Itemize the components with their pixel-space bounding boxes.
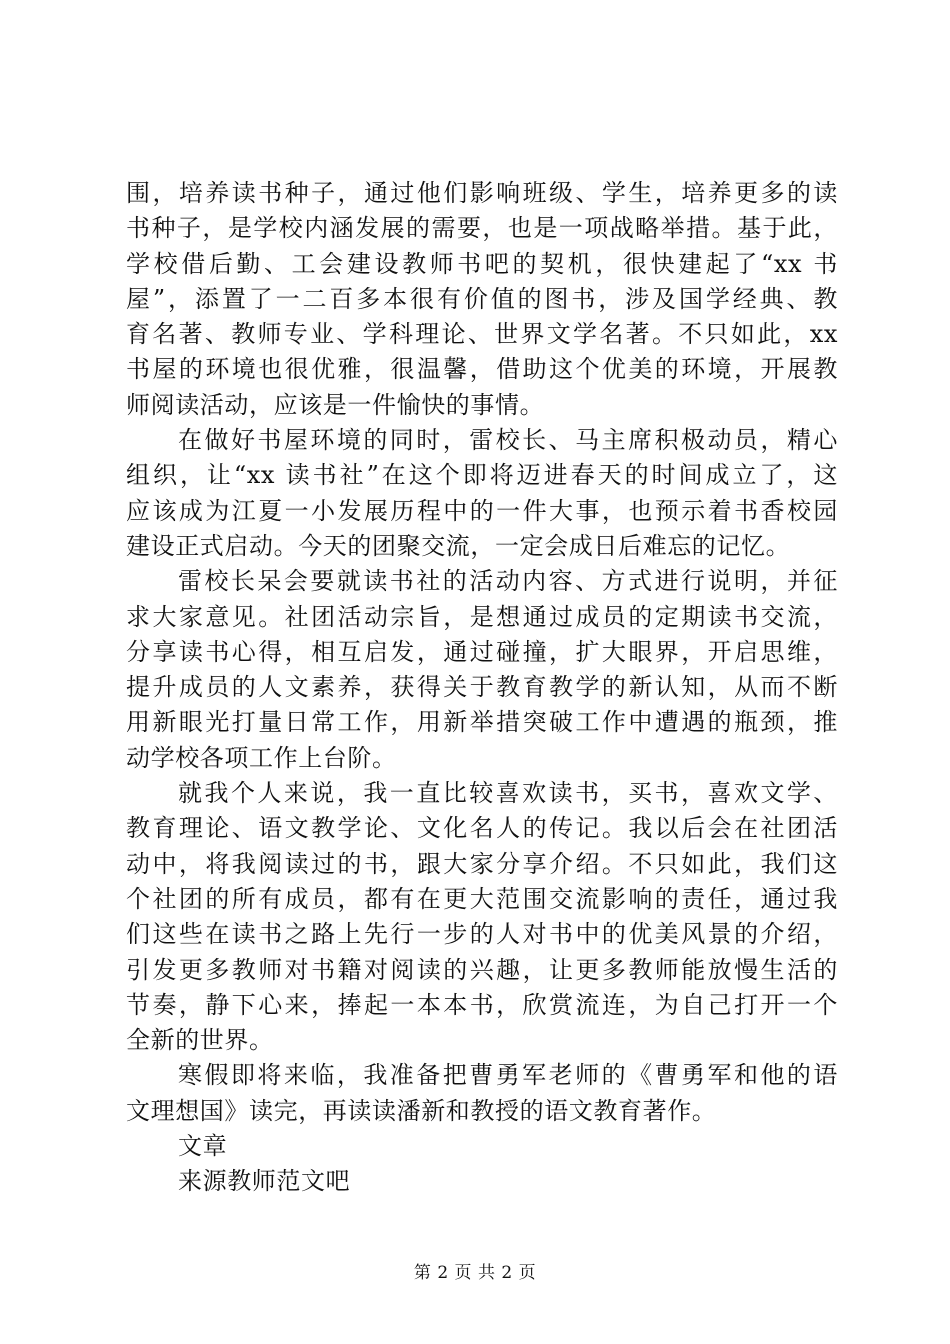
text-line: 个社团的所有成员，都有在更大范围交流影响的责任，通过我 xyxy=(126,884,838,913)
text-line: 师阅读活动，应该是一件愉快的事情。 xyxy=(126,390,545,419)
text-line: 学校借后勤、工会建设教师书吧的契机，很快建起了“xx 书 xyxy=(126,249,838,278)
text-line: 们这些在读书之路上先行一步的人对书中的优美风景的介绍， xyxy=(126,920,838,949)
text-line: 围，培养读书种子，通过他们影响班级、学生，培养更多的读 xyxy=(126,179,838,207)
text-line: 组织，让“xx 读书社”在这个即将迈进春天的时间成立了，这 xyxy=(126,461,838,490)
text-line: 求大家意见。社团活动宗旨，是想通过成员的定期读书交流， xyxy=(126,602,838,631)
text-line: 寒假即将来临，我准备把曹勇军老师的《曹勇军和他的语 xyxy=(178,1061,838,1090)
body-text xyxy=(126,176,838,1200)
text-line: 文理想国》读完，再读读潘新和教授的语文教育著作。 xyxy=(126,1096,717,1125)
text-line: 雷校长呆会要就读书社的活动内容、方式进行说明，并征 xyxy=(178,567,838,596)
text-line: 屋”，添置了一二百多本很有价值的图书，涉及国学经典、教 xyxy=(126,284,838,313)
page-footer: 第 2 页 共 2 页 xyxy=(413,1263,537,1283)
text-line: 来源教师范文吧 xyxy=(178,1167,351,1196)
text-line: 节奏，静下心来，捧起一本本书，欣赏流连，为自己打开一个 xyxy=(126,990,838,1019)
text-line: 动中，将我阅读过的书，跟大家分享介绍。不只如此，我们这 xyxy=(126,849,838,878)
text-line: 教育理论、语文教学论、文化名人的传记。我以后会在社团活 xyxy=(126,814,838,843)
text-line: 文章 xyxy=(178,1132,228,1161)
text-line: 书种子，是学校内涵发展的需要，也是一项战略举措。基于此， xyxy=(126,214,838,243)
text-line: 引发更多教师对书籍对阅读的兴趣，让更多教师能放慢生活的 xyxy=(126,955,838,984)
text-line: 分享读书心得，相互启发，通过碰撞，扩大眼界，开启思维， xyxy=(126,637,838,666)
text-line: 提升成员的人文素养，获得关于教育教学的新认知，从而不断 xyxy=(126,673,838,702)
text-line: 育名著、教师专业、学科理论、世界文学名著。不只如此，xx xyxy=(126,320,838,349)
text-line: 建设正式启动。今天的团聚交流，一定会成日后难忘的记忆。 xyxy=(126,531,791,560)
text-line: 就我个人来说，我一直比较喜欢读书，买书，喜欢文学、 xyxy=(178,779,838,808)
text-line: 在做好书屋环境的同时，雷校长、马主席积极动员，精心 xyxy=(178,426,838,455)
text-line: 书屋的环境也很优雅，很温馨，借助这个优美的环境，开展教 xyxy=(126,355,838,384)
text-line: 全新的世界。 xyxy=(126,1026,274,1055)
text-line: 动学校各项工作上台阶。 xyxy=(126,743,397,772)
text-line: 用新眼光打量日常工作，用新举措突破工作中遭遇的瓶颈，推 xyxy=(126,708,838,737)
text-line: 应该成为江夏一小发展历程中的一件大事，也预示着书香校园 xyxy=(126,496,838,525)
